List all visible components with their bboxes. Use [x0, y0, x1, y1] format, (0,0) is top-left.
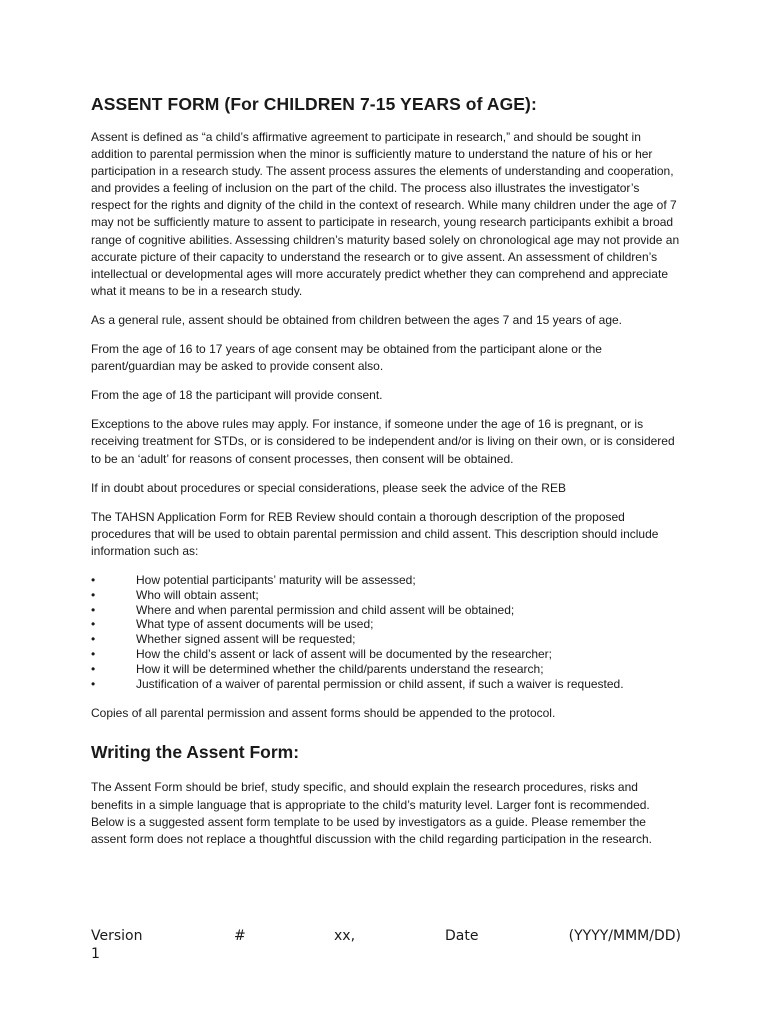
- list-item: [91, 617, 681, 632]
- paragraph-general-rule: As a general rule, assent should be obtained from children between the ages 7 and 15 years of age.: [91, 312, 623, 327]
- list-item: [91, 588, 681, 603]
- requirements-list: [91, 573, 681, 691]
- list-item-text: What type of assent documents will be used;: [136, 617, 374, 632]
- paragraph-assent-definition: Assent is defined as “a child’s affirmative agreement to participate in research,” and should be sought in addition to parental permission when the minor is sufficiently mature to understand the nature of his or her participation in a research study. The assent process assures the elements of understanding and cooperation, and provides a feeling of inclusion on the part of the child. The process also illustrates the investigator’s respect for the rights and dignity of the child in the context of research. While many children under the age of 7 may not be sufficiently mature to assent to participate in research, young research participants exhibit a broad range of cognitive abilities. Assessing children’s maturity based solely on chronological age may not provide an accurate picture of their capacity to understand the research or to give assent. An assessment of children’s intellectual or developmental ages will more accurately predict whether they can comprehend and appreciate what it means to be in a research study.: [91, 130, 680, 298]
- list-item: [91, 632, 681, 647]
- list-item-text: Justification of a waiver of parental permission or child assent, if such a waiver is requested.: [136, 676, 624, 691]
- list-item-text: Where and when parental permission and child assent will be obtained;: [136, 602, 515, 617]
- paragraph-copies: Copies of all parental permission and assent forms should be appended to the protocol.: [91, 706, 556, 721]
- section-heading-writing-assent: Writing the Assent Form:: [91, 742, 300, 763]
- paragraph-reb-advice: If in doubt about procedures or special considerations, please seek the advice of the REB: [91, 480, 566, 495]
- footer-date-label: Date: [445, 928, 479, 944]
- list-item: [91, 603, 681, 618]
- paragraph-tahsn-form: The TAHSN Application Form for REB Review should contain a thorough description of the proposed procedures that will be used to obtain parental permission and child assent. This description should include information such as:: [91, 509, 659, 558]
- paragraph-writing-assent: The Assent Form should be brief, study specific, and should explain the research procedures, risks and benefits in a simple language that is appropriate to the child’s maturity level. Larger font is recommended. Below is a suggested assent form template to be used by investigators as a guide. Please remember the assent form does not replace a thoughtful discussion with the child regarding participation in the research.: [91, 780, 652, 846]
- list-item: [91, 662, 681, 677]
- bullet-icon: •: [91, 617, 96, 632]
- list-item-text: How the child’s assent or lack of assent will be documented by the researcher;: [136, 646, 552, 661]
- list-item-text: How it will be determined whether the child/parents understand the research;: [136, 661, 544, 676]
- document-page: [91, 94, 681, 860]
- list-item-text: Who will obtain assent;: [136, 587, 259, 602]
- footer-hash: #: [234, 928, 246, 944]
- bullet-icon: •: [91, 602, 96, 617]
- bullet-icon: •: [91, 646, 96, 661]
- bullet-icon: •: [91, 572, 96, 587]
- paragraph-exceptions: Exceptions to the above rules may apply. For instance, if someone under the age of 16 is pregnant, or is receiving treatment for STDs, or is considered to be independent and/or is living on their own, or is considered to be an ‘adult’ for reasons of consent processes, then consent will be obtained.: [91, 417, 675, 466]
- bullet-icon: •: [91, 661, 96, 676]
- list-item-text: Whether signed assent will be requested;: [136, 632, 356, 647]
- list-item: [91, 647, 681, 662]
- bullet-icon: •: [91, 676, 96, 691]
- paragraph-age-16-17: From the age of 16 to 17 years of age consent may be obtained from the participant alone or the parent/guardian may be asked to provide consent also.: [91, 342, 602, 374]
- footer-version-label: Version: [91, 928, 143, 944]
- paragraph-age-18: From the age of 18 the participant will provide consent.: [91, 388, 383, 403]
- document-title: ASSENT FORM (For CHILDREN 7-15 YEARS of AGE):: [91, 94, 537, 114]
- footer-date-format: (YYYY/MMM/DD): [568, 928, 681, 944]
- list-item: [91, 677, 681, 692]
- footer-version-number: 1: [91, 946, 100, 962]
- footer-xx: xx,: [334, 928, 356, 944]
- bullet-icon: •: [91, 632, 96, 647]
- list-item-text: How potential participants’ maturity will be assessed;: [136, 572, 416, 587]
- document-footer: [91, 928, 681, 968]
- list-item: [91, 573, 681, 588]
- bullet-icon: •: [91, 587, 96, 602]
